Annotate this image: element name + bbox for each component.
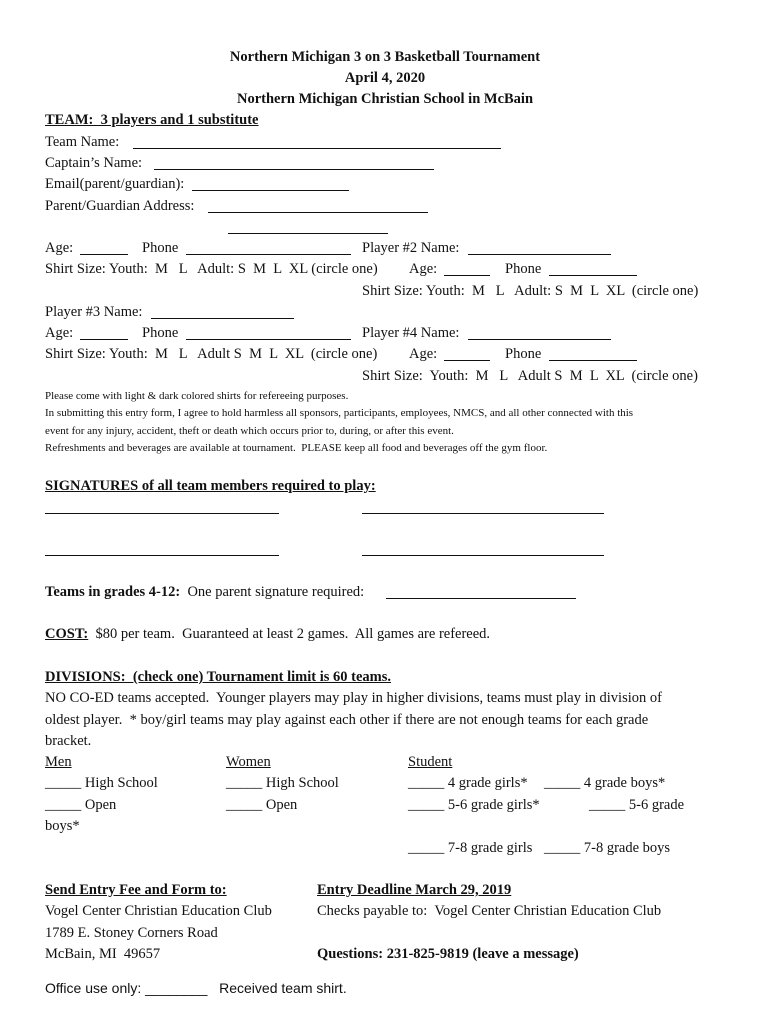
captain-phone-field[interactable] — [186, 254, 351, 255]
event-location: Northern Michigan Christian School in McBain — [236, 91, 534, 107]
player2-name-field[interactable] — [468, 254, 611, 255]
questions-phone: Questions: 231-825-9819 (leave a message) — [317, 946, 579, 962]
address-label: Parent/Guardian Address: — [45, 198, 199, 214]
player3-name-label: Player #3 Name: — [45, 304, 147, 320]
student-5-6-grade-girls-option[interactable]: _____ 5-6 grade girls* — [408, 797, 540, 813]
signature-line-2[interactable] — [362, 513, 604, 514]
student-7-8-grade-girls-option[interactable]: _____ 7-8 grade girls — [408, 840, 533, 856]
player4-phone-label: Phone — [505, 346, 545, 362]
player2-phone-field[interactable] — [549, 275, 637, 276]
email-label: Email(parent/guardian): — [45, 176, 185, 192]
player3-phone-label: Phone — [142, 325, 182, 341]
signature-line-1[interactable] — [45, 513, 279, 514]
men-high-school-option[interactable]: _____ High School — [45, 775, 158, 791]
player3-age-label: Age: — [45, 325, 77, 341]
cost-row — [45, 627, 490, 642]
signature-line-4[interactable] — [362, 555, 604, 556]
player2-phone-label: Phone — [505, 261, 545, 277]
deadline-heading: Entry Deadline March 29, 2019 — [317, 882, 512, 898]
grades-label: Teams in grades 4-12: — [45, 584, 181, 600]
refreshments-note: Refreshments and beverages are available at tournament. PLEASE keep all food and beverages off the gym floor. — [45, 442, 548, 454]
player4-age-label: Age: — [409, 346, 441, 362]
team-heading: TEAM: 3 players and 1 substitute — [45, 112, 259, 128]
student-title: Student — [408, 754, 453, 770]
men-open-option[interactable]: _____ Open — [45, 797, 117, 813]
checks-payable-text: Checks payable to: Vogel Center Christian Education Club — [317, 903, 662, 919]
send-address-line-1: Vogel Center Christian Education Club — [45, 903, 272, 919]
women-title: Women — [226, 754, 271, 770]
player4-shirt-size: Shirt Size: Youth: M L Adult S M L XL (circle one) — [362, 368, 698, 384]
captain-age-field[interactable] — [80, 254, 128, 255]
women-high-school-option[interactable]: _____ High School — [226, 775, 339, 791]
player4-name-field[interactable] — [468, 339, 611, 340]
address-field-line1[interactable] — [208, 212, 428, 213]
player2-shirt-size: Shirt Size: Youth: M L Adult: S M L XL (circle one) — [362, 283, 699, 299]
office-use-blank[interactable]: ________ — [145, 980, 208, 996]
cost-text: $80 per team. Guaranteed at least 2 games. All games are refereed. — [88, 626, 491, 642]
player4-phone-field[interactable] — [549, 360, 637, 361]
waiver-line-1: In submitting this entry form, I agree to hold harmless all sponsors, participants, employees, NMCS, and all other connected with this — [45, 407, 634, 419]
send-heading: Send Entry Fee and Form to: — [45, 882, 227, 898]
student-7-8-grade-boys-option[interactable]: _____ 7-8 grade boys — [544, 840, 671, 856]
captain-phone-label: Phone — [142, 240, 182, 256]
send-address-line-2: 1789 E. Stoney Corners Road — [45, 925, 218, 941]
received-shirt-label: Received team shirt. — [219, 980, 347, 996]
player3-phone-field[interactable] — [186, 339, 351, 340]
player3-age-field[interactable] — [80, 339, 128, 340]
grades-row — [45, 585, 371, 600]
captain-age-label: Age: — [45, 240, 77, 256]
signature-line-3[interactable] — [45, 555, 279, 556]
address-field-line2[interactable] — [228, 233, 388, 234]
student-4-grade-boys-option[interactable]: _____ 4 grade boys* — [544, 775, 666, 791]
shirt-note: Please come with light & dark colored shirts for refereeing purposes. — [45, 390, 349, 402]
captain-shirt-size: Shirt Size: Youth: M L Adult: S M L XL (circle one) — [45, 261, 378, 277]
waiver-line-2: event for any injury, accident, theft or death which occurs prior to, during, or after this event. — [45, 425, 454, 437]
divisions-rule-2: oldest player. * boy/girl teams may play against each other if there are not enough teams for each grade — [45, 712, 649, 728]
email-field[interactable] — [192, 190, 349, 191]
player2-age-label: Age: — [409, 261, 441, 277]
divisions-heading: DIVISIONS: (check one) Tournament limit is 60 teams. — [45, 669, 391, 685]
divisions-rule-1: NO CO-ED teams accepted. Younger players may play in higher divisions, teams must play in division of — [45, 690, 662, 706]
cost-label: COST: — [45, 626, 89, 642]
parent-signature-field[interactable] — [386, 598, 576, 599]
captain-name-label: Captain’s Name: — [45, 155, 146, 171]
student-5-6-grade-option[interactable]: _____ 5-6 grade — [589, 797, 685, 813]
men-title: Men — [45, 754, 72, 770]
send-address-line-3: McBain, MI 49657 — [45, 946, 161, 962]
player4-age-field[interactable] — [444, 360, 490, 361]
player3-name-field[interactable] — [151, 318, 294, 319]
team-name-field[interactable] — [133, 148, 501, 149]
player2-name-label: Player #2 Name: — [362, 240, 464, 256]
boys-overflow-text: boys* — [45, 818, 80, 834]
women-open-option[interactable]: _____ Open — [226, 797, 298, 813]
captain-name-field[interactable] — [154, 169, 434, 170]
student-4-grade-girls-option[interactable]: _____ 4 grade girls* — [408, 775, 528, 791]
player2-age-field[interactable] — [444, 275, 490, 276]
office-use-label: Office use only: — [45, 980, 142, 996]
team-name-label: Team Name: — [45, 134, 123, 150]
player3-shirt-size: Shirt Size: Youth: M L Adult S M L XL (circle one) — [45, 346, 378, 362]
event-date: April 4, 2020 — [344, 70, 426, 86]
player4-name-label: Player #4 Name: — [362, 325, 464, 341]
signatures-heading: SIGNATURES of all team members required to play: — [45, 478, 376, 494]
divisions-rule-3: bracket. — [45, 733, 92, 749]
document-title: Northern Michigan 3 on 3 Basketball Tournament — [229, 49, 541, 65]
office-use-row — [45, 981, 347, 995]
parent-signature-label: One parent signature required: — [180, 584, 372, 600]
